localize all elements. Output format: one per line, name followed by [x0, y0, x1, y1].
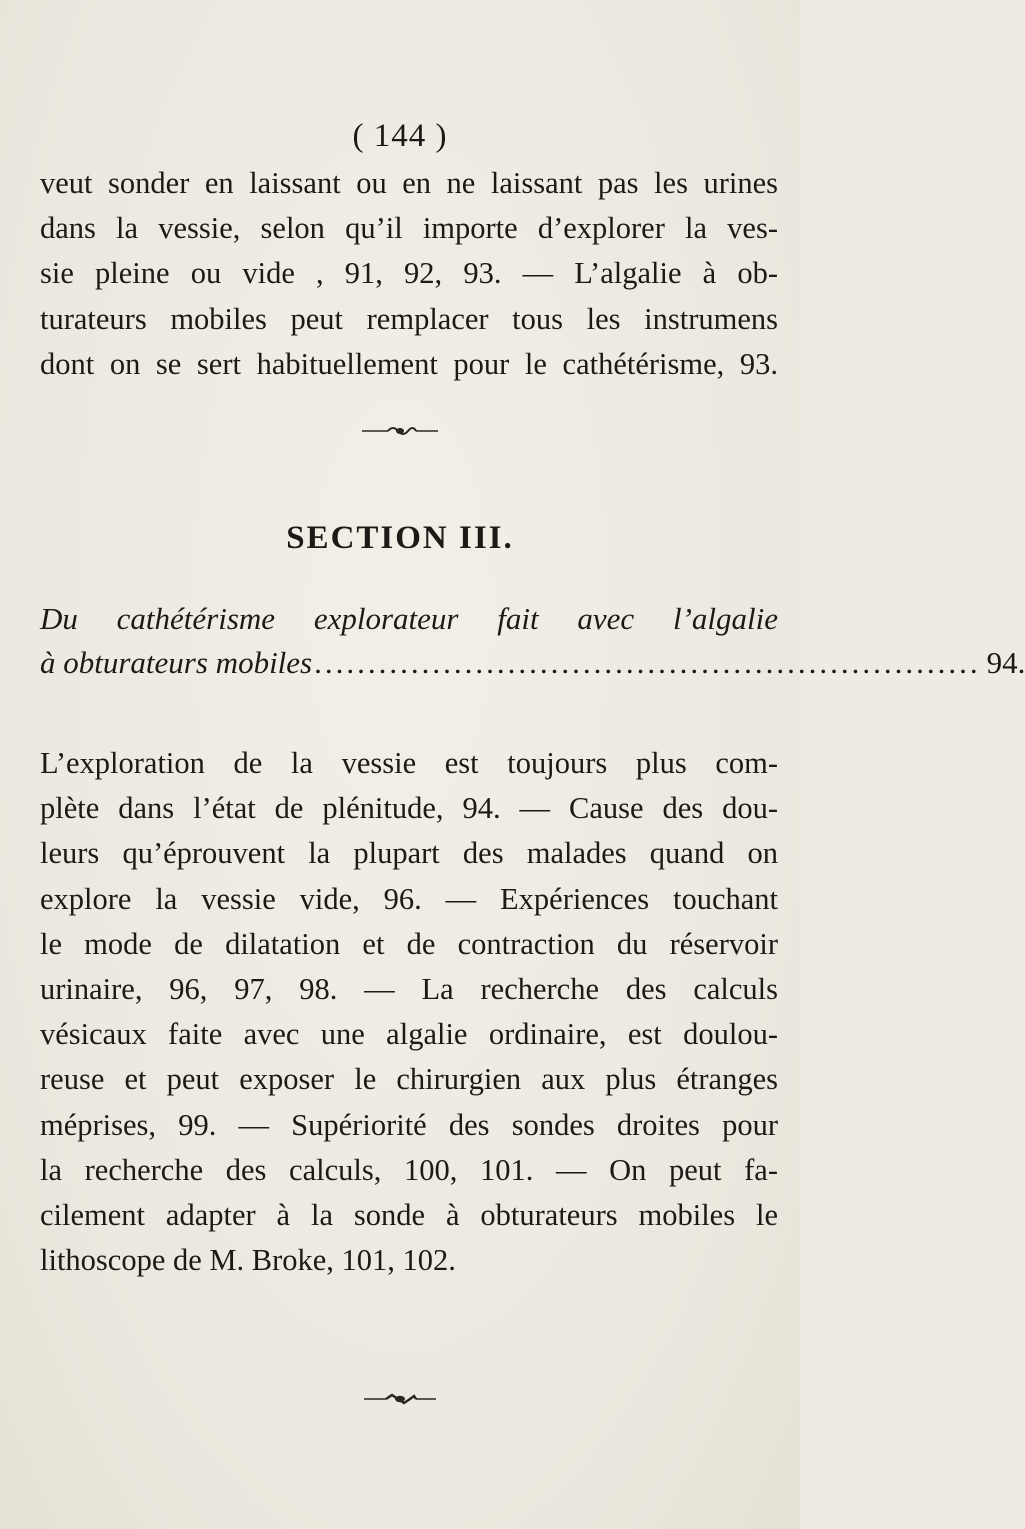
text-line: cilement adapter à la sonde à obturateurs mobiles le [40, 1198, 778, 1233]
text-line: veut sonder en laissant ou en ne laissant pas les urines [40, 166, 778, 200]
text-line: vésicaux faite avec une algalie ordinaire, est doulou- [40, 1017, 778, 1052]
flourish-icon [360, 424, 440, 438]
text-line: plète dans l’état de plénitude, 94. — Cause des dou- [40, 791, 778, 826]
section-title-line [40, 641, 1025, 685]
section-title-line: Du cathétérisme explorateur fait avec l’algalie [40, 601, 778, 636]
summary-paragraph-1 [40, 161, 778, 387]
text-line: lithoscope de M. Broke, 101, 102. [40, 1243, 456, 1278]
flourish-icon [360, 1392, 440, 1406]
text-line: urinaire, 96, 97, 98. — La recherche des calculs [40, 972, 778, 1007]
page-number: ( 144 ) [352, 118, 448, 154]
section-heading: SECTION III. [286, 520, 514, 556]
text-line: sie pleine ou vide , 91, 92, 93. — L’algalie à ob- [40, 256, 778, 291]
summary-paragraph-2 [40, 741, 778, 1283]
section-title-text: à obturateurs mobiles [40, 645, 313, 680]
text-line: dans la vessie, selon qu’il importe d’explorer la ves- [40, 211, 778, 246]
text-line: turateurs mobiles peut remplacer tous les instrumens [40, 301, 778, 336]
end-ornament [0, 1392, 800, 1411]
section-divider-ornament [0, 424, 800, 443]
text-line: leurs qu’éprouvent la plupart des malades quand on [40, 836, 778, 871]
text-line: le mode de dilatation et de contraction du réservoir [40, 926, 778, 961]
text-line: méprises, 99. — Supériorité des sondes droites pour [40, 1107, 778, 1142]
text-line: la recherche des calculs, 100, 101. — On peut fa- [40, 1152, 778, 1187]
text-line: L’exploration de la vessie est toujours plus com- [40, 746, 778, 780]
text-line: dont on se sert habituellement pour le cathétérisme, 93. [40, 346, 778, 381]
section-page-reference: 94. [986, 645, 1025, 680]
text-line: reuse et peut exposer le chirurgien aux plus étranges [40, 1062, 778, 1097]
dot-leader: .............................................................. [314, 645, 981, 680]
section-title-entry [40, 597, 1025, 685]
text-line: explore la vessie vide, 96. — Expériences touchant [40, 881, 778, 916]
